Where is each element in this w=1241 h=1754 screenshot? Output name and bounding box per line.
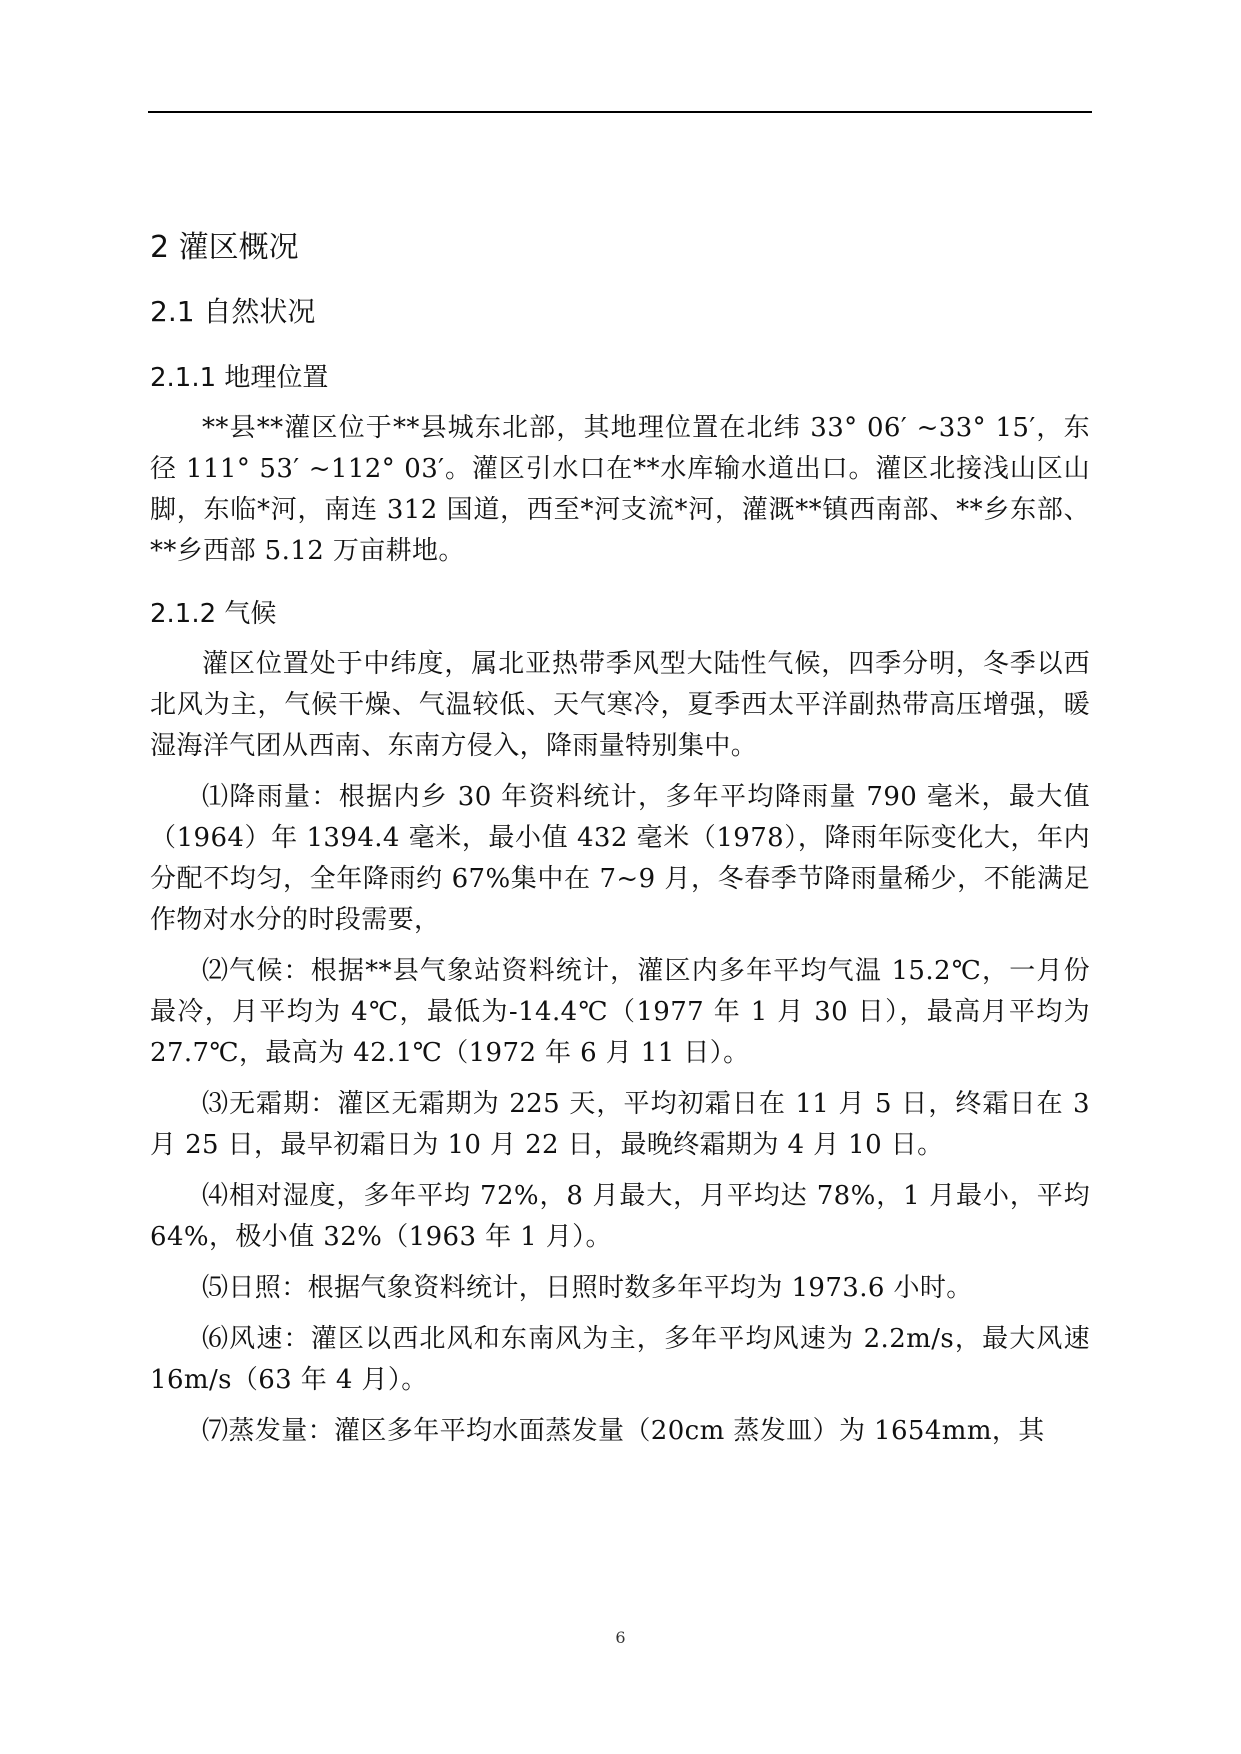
humidity-paragraph: ⑷相对湿度，多年平均 72%，8 月最大，月平均达 78%，1 月最小，平均 64%，极小值 32%（1963 年 1 月）。 [150, 1181, 1090, 1252]
chapter-heading: 2 灌区概况 [150, 230, 299, 265]
header-rule [148, 111, 1092, 113]
subsection-heading-climate: 2.1.2 气候 [150, 599, 277, 629]
evaporation-paragraph: ⑺蒸发量：灌区多年平均水面蒸发量（20cm 蒸发皿）为 1654mm，其 [202, 1416, 1045, 1446]
sunshine-paragraph: ⑸日照：根据气象资料统计，日照时数多年平均为 1973.6 小时。 [202, 1273, 973, 1303]
wind-speed-paragraph: ⑹风速：灌区以西北风和东南风为主，多年平均风速为 2.2m/s，最大风速 16m/s（63 年 4 月）。 [150, 1324, 1090, 1395]
rainfall-paragraph: ⑴降雨量：根据内乡 30 年资料统计，多年平均降雨量 790 毫米，最大值（1964）年 1394.4 毫米，最小值 432 毫米（1978），降雨年际变化大，年内分配不均匀，全年降雨约 67%集中在 7~9 月，冬春季节降雨量稀少，不能满足作物对水分的时段需要， [150, 782, 1090, 935]
frost-free-paragraph: ⑶无霜期：灌区无霜期为 225 天，平均初霜日在 11 月 5 日，终霜日在 3 月 25 日，最早初霜日为 10 月 22 日，最晚终霜期为 4 月 10 日。 [150, 1089, 1090, 1160]
temperature-paragraph: ⑵气候：根据**县气象站资料统计，灌区内多年平均气温 15.2℃，一月份最冷，月平均为 4℃，最低为-14.4℃（1977 年 1 月 30 日），最高月平均为 27.7℃，最高为 42.1℃（1972 年 6 月 11 日）。 [150, 956, 1090, 1068]
section-heading: 2.1 自然状况 [150, 295, 316, 328]
climate-intro-paragraph: 灌区位置处于中纬度，属北亚热带季风型大陆性气候，四季分明，冬季以西北风为主，气候干燥、气温较低、天气寒冷，夏季西太平洋副热带高压增强，暖湿海洋气团从西南、东南方侵入，降雨量特别集中。 [150, 649, 1090, 761]
page-content [150, 224, 1090, 1462]
subsection-heading-location: 2.1.1 地理位置 [150, 363, 329, 393]
location-paragraph: **县**灌区位于**县城东北部，其地理位置在北纬 33° 06′ ~33° 15′，东径 111° 53′ ~112° 03′。灌区引水口在**水库输水道出口。灌区北接浅山区山脚，东临*河，南连 312 国道，西至*河支流*河，灌溉**镇西南部、**乡东部、**乡西部 5.12 万亩耕地。 [150, 413, 1090, 566]
page-number: 6 [615, 1628, 626, 1647]
